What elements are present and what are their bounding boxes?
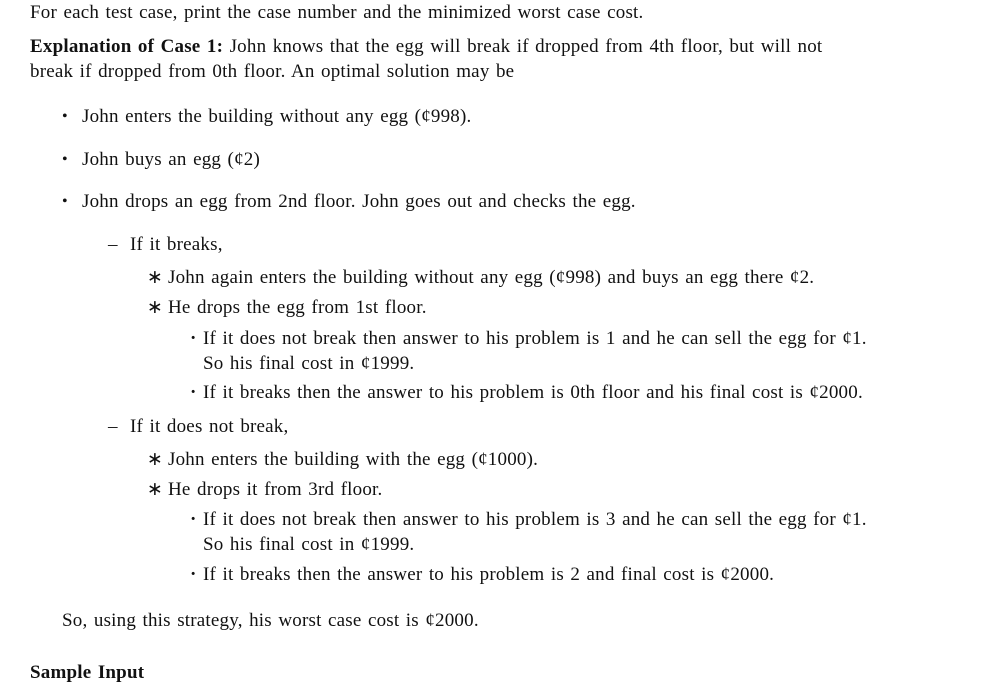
conclusion-paragraph [62,608,976,633]
asterisk-icon: ∗ [147,449,164,470]
list-item-text: He drops the egg from 1st floor. [168,297,427,318]
list-item-drop-2nd-floor [62,189,976,214]
list-item-enter-without-egg [62,104,976,129]
bullet-icon: • [62,108,68,125]
bullet-icon: • [62,151,68,168]
asterisk-icon: ∗ [147,297,164,318]
list-item-enter-with-egg [147,447,976,472]
cutoff-heading-text: Sample Input [30,662,145,683]
list-item-breaks-answer-0 [190,380,976,405]
list-item-reenter-buy-egg [147,265,976,290]
list-item-text-line2: So his final cost in ¢1999. [203,534,415,555]
intro-text: For each test case, print the case number and the minimized worst case cost. [30,2,644,23]
dot-icon: · [190,382,197,403]
list-item-text: If it breaks then the answer to his problem is 0th floor and his final cost is ¢2000. [203,382,863,403]
list-item-text: If it breaks, [130,234,223,255]
list-item-drop-3rd-floor [147,477,976,502]
list-item-text-line1: If it does not break then answer to his problem is 1 and he can sell the egg for ¢1. [203,328,867,349]
output-description-paragraph [30,0,976,25]
list-item-text: John enters the building without any egg (¢998). [82,106,472,127]
asterisk-icon: ∗ [147,479,164,500]
list-item-text: John drops an egg from 2nd floor. John goes out and checks the egg. [82,191,636,212]
explanation-label: Explanation of Case 1: [30,36,224,57]
conclusion-text: So, using this strategy, his worst case cost is ¢2000. [62,610,479,631]
list-item-text: If it breaks then the answer to his problem is 2 and final cost is ¢2000. [203,564,775,585]
list-item-breaks-answer-2 [190,562,976,587]
dot-icon: · [190,509,197,530]
dash-icon: – [108,234,118,255]
asterisk-icon: ∗ [147,267,164,288]
list-item-drop-1st-floor [147,295,976,320]
list-item-text: John again enters the building without any egg (¢998) and buys an egg there ¢2. [168,267,815,288]
bullet-icon: • [62,193,68,210]
list-item-buy-egg [62,147,976,172]
dash-icon: – [108,416,118,437]
explanation-line2: break if dropped from 0th floor. An optimal solution may be [30,61,515,82]
dot-icon: · [190,564,197,585]
explanation-line1: John knows that the egg will break if dropped from 4th floor, but will not [229,36,823,57]
next-section-heading-cutoff [30,660,976,685]
list-item-text: John enters the building with the egg (¢1000). [168,449,539,470]
dot-icon: · [190,328,197,349]
list-item-not-break-answer-1 [190,326,976,376]
list-item-if-breaks [108,232,976,257]
list-item-text-line2: So his final cost in ¢1999. [203,353,415,374]
list-item-text: John buys an egg (¢2) [82,149,261,170]
list-item-not-break-answer-3 [190,507,976,557]
list-item-text-line1: If it does not break then answer to his problem is 3 and he can sell the egg for ¢1. [203,509,867,530]
list-item-text: He drops it from 3rd floor. [168,479,383,500]
list-item-text: If it does not break, [130,416,289,437]
explanation-paragraph [30,34,976,84]
list-item-if-not-break [108,414,976,439]
